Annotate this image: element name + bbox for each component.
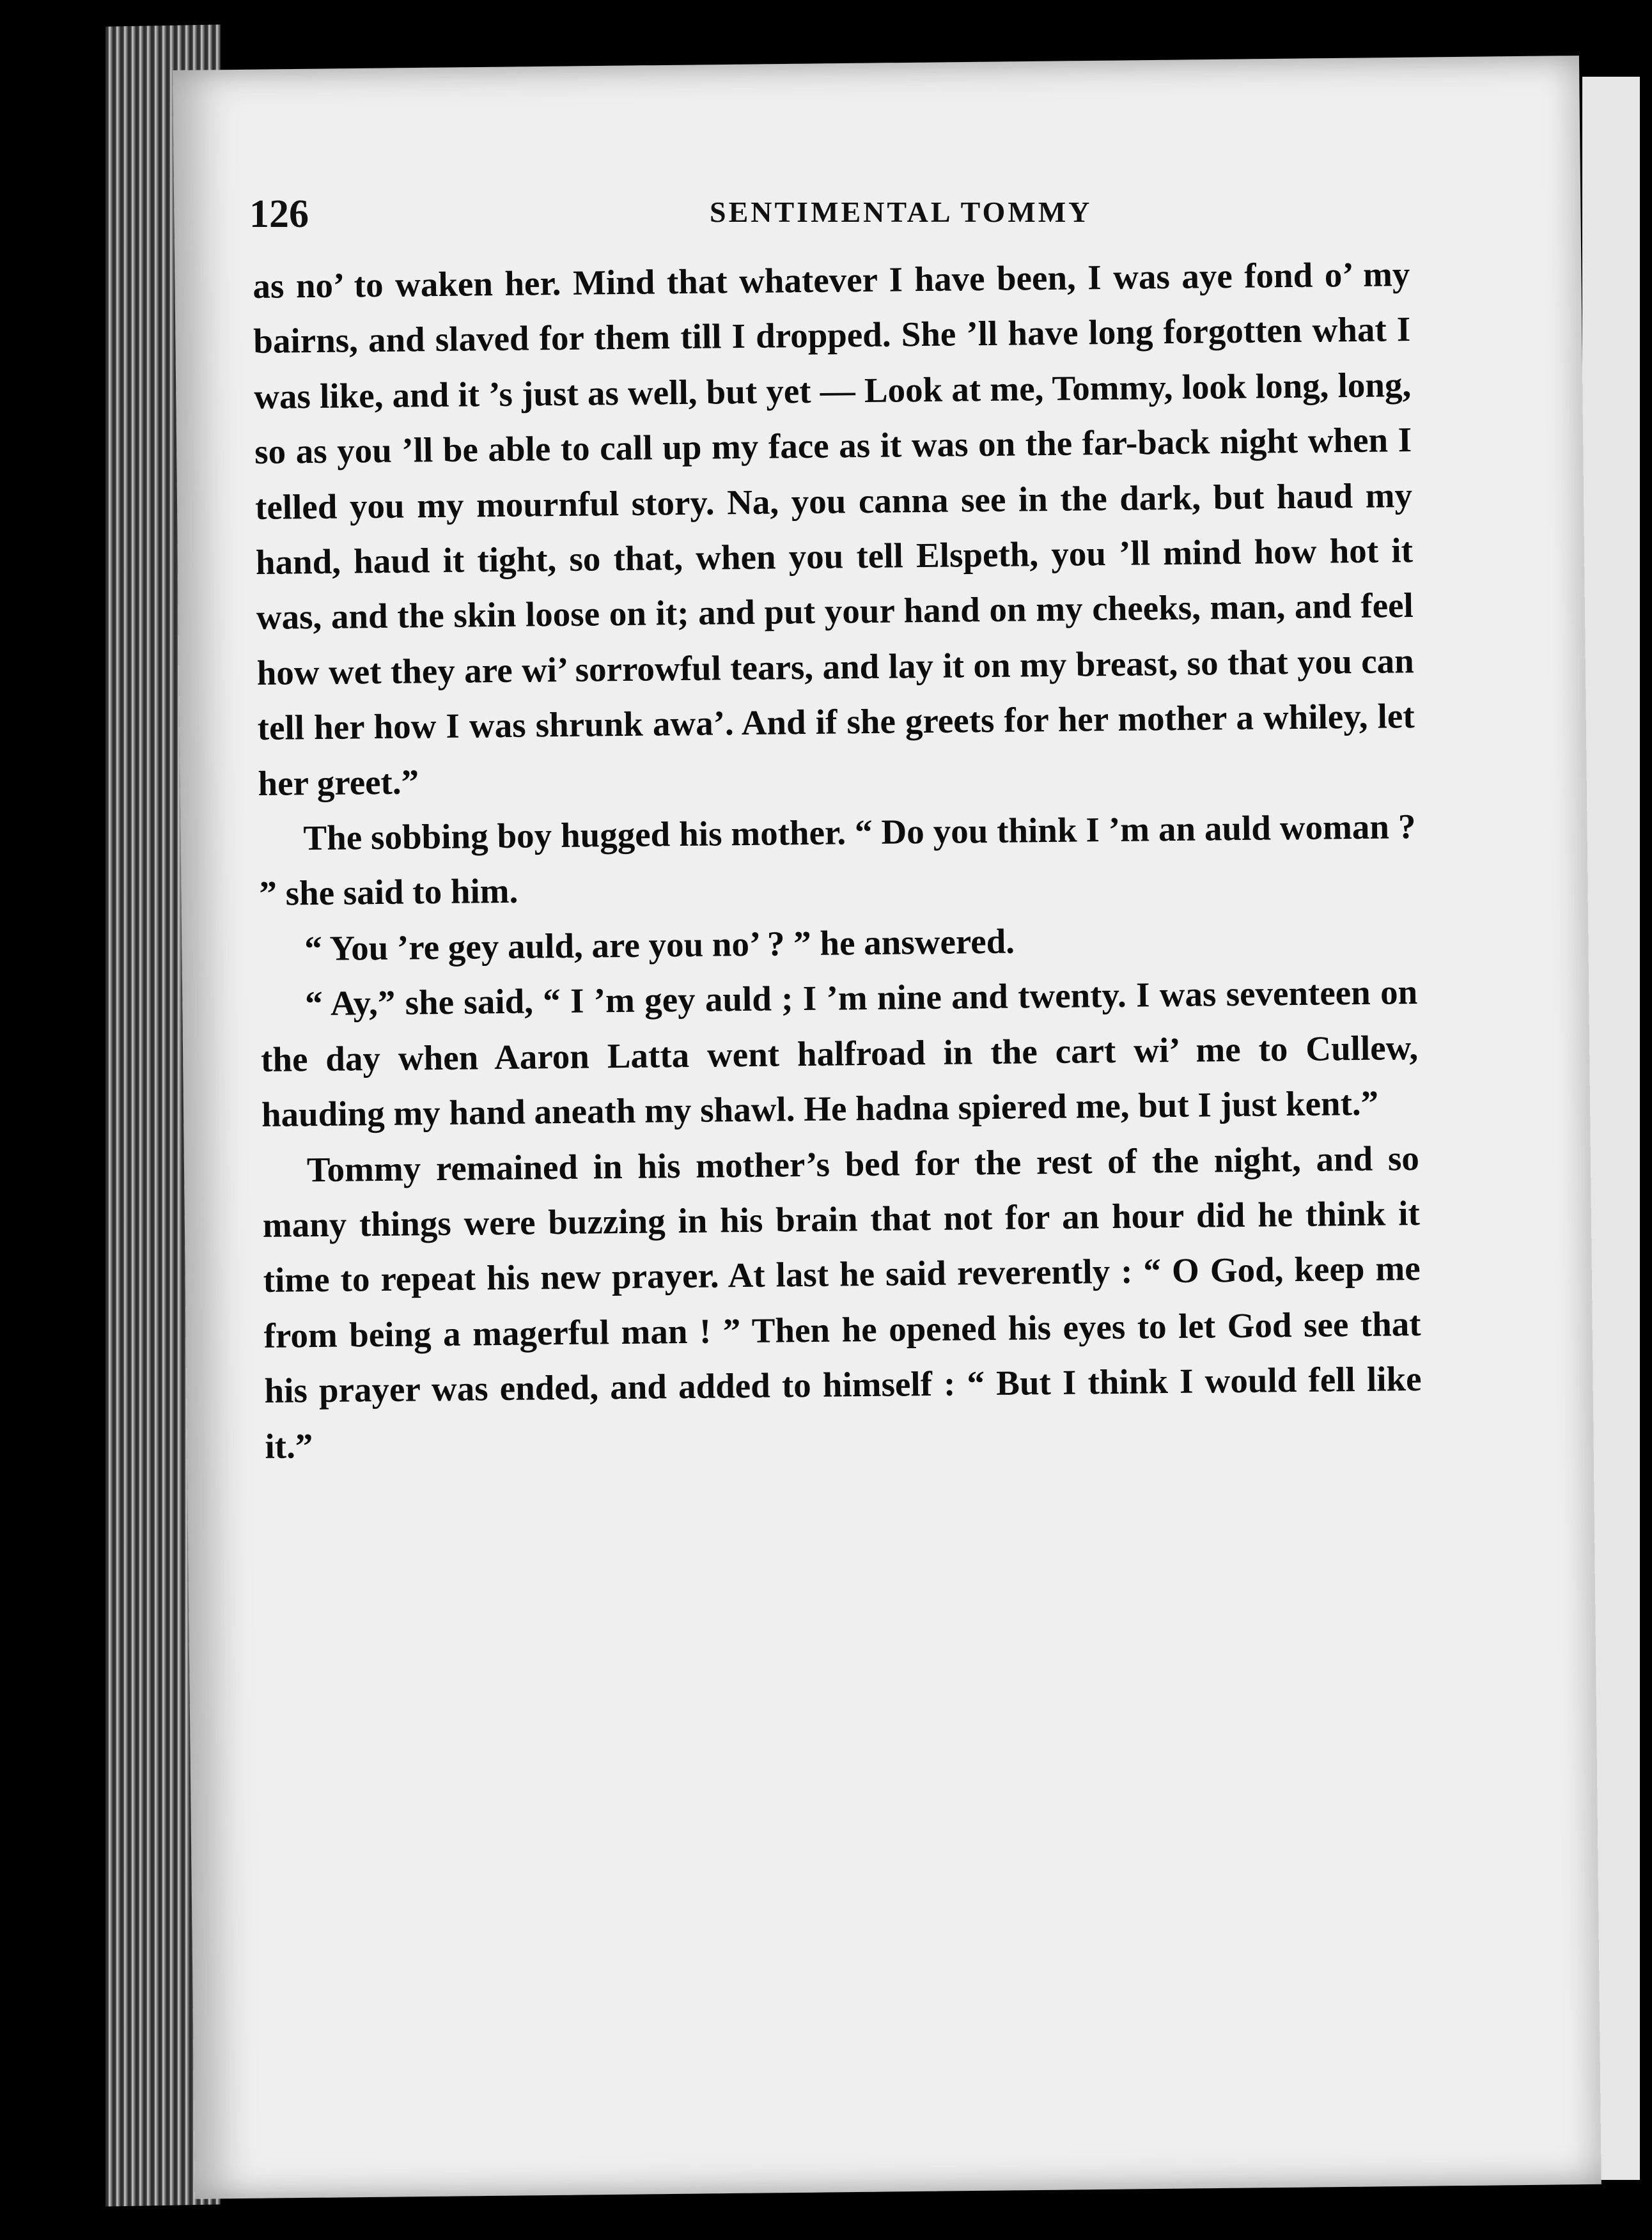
running-title: SENTIMENTAL TOMMY	[710, 196, 1093, 228]
paragraph: “ Ay,” she said, “ I ’m gey auld ; I ’m nine and twenty. I was seventeen on the day when Aaron Latta went halfroad in the cart wi’ me to Cullew, hauding my hand aneath my shawl. He hadna spiered me, but I just kent.”	[260, 972, 1419, 1135]
paragraph: as no’ to waken her. Mind that whatever I have been, I was aye fond o’ my bairns, and slaved for them till I dropped. She ’ll have long forgotten what I was like, and it ’s just as well, but yet — Look at me, Tommy, look long, long, so as you ’ll be able to call up my face as it was on the far-back night when I telled you my mournful story. Na, you canna see in the dark, but haud my hand, haud it tight, so that, when you tell Elspeth, you ’ll mind how hot it was, and the skin loose on it; and put your hand on my cheeks, man, and feel how wet they are wi’ sorrowful tears, and lay it on my breast, so that you can tell her how I was shrunk awa’. And if she greets for her mother a whiley, let her greet.”	[253, 254, 1415, 803]
page-number: 126	[249, 192, 309, 236]
paragraph: The sobbing boy hugged his mother. “ Do you think I ’m an auld woman ? ” she said to him.	[259, 807, 1416, 914]
paragraph: Tommy remained in his mother’s bed for the rest of the night, and so many things were buzzing in his brain that not for an hour did he think it time to repeat his new prayer. At last he said reverently : “ O God, keep me from being a magerful man ! ” Then he opened his eyes to let God see that his prayer was ended, and added to himself : “ But I think I would fell like it.”	[262, 1138, 1422, 1466]
body-text	[253, 247, 1422, 1474]
paragraph: “ You ’re gey auld, are you no’ ? ” he answered.	[304, 921, 1015, 968]
